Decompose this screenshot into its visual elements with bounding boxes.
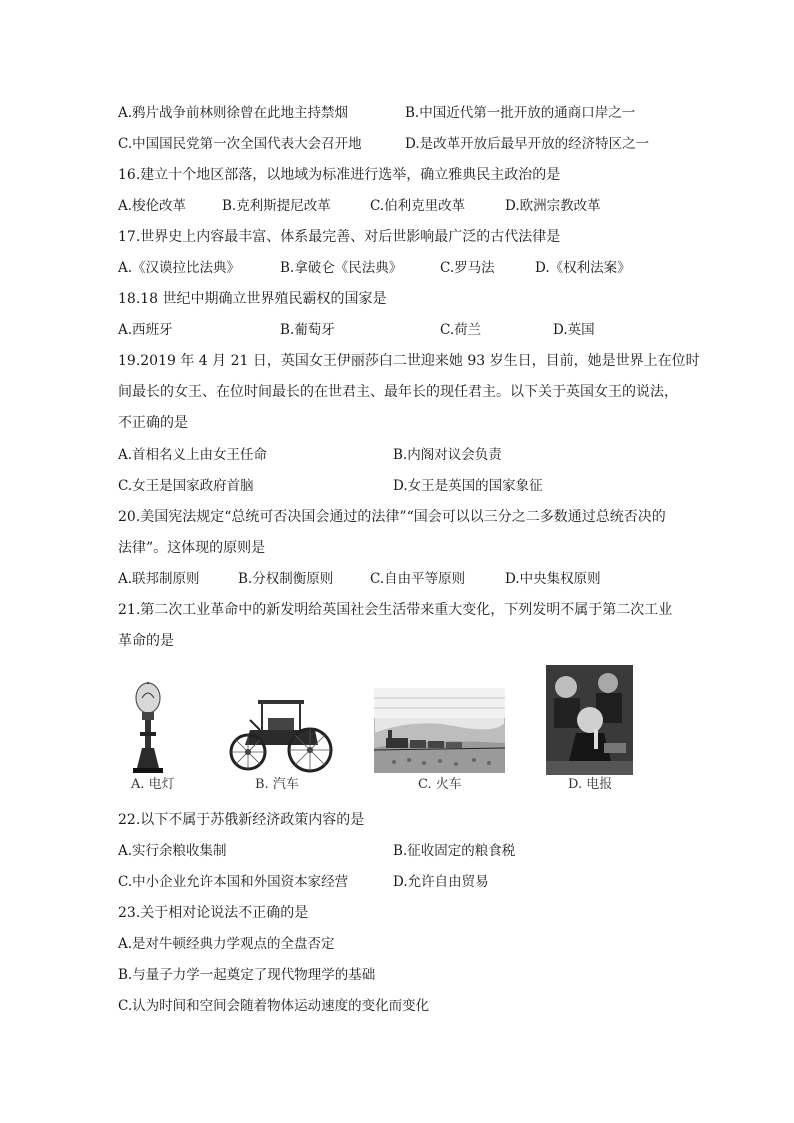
q19-option-c: C.女王是国家政府首脑 (118, 478, 254, 494)
light-bulb-image (128, 680, 168, 775)
automobile-image (220, 690, 335, 775)
q15-option-a: A.鸦片战争前林则徐曾在此地主持禁烟 (118, 105, 349, 121)
q20-option-a: A.联邦制原则 (118, 571, 200, 587)
q18-option-d: D.英国 (553, 322, 595, 338)
telegraph-image (546, 665, 633, 775)
q16-option-b: B.克利斯提尼改革 (222, 198, 331, 214)
q19-stem-line2: 间最长的女王、在位时间最长的在世君主、最年长的现任君主。以下关于英国女王的说法， (118, 384, 678, 400)
q16-option-a: A.梭伦改革 (118, 198, 187, 214)
q20-option-b: B.分权制衡原则 (238, 571, 334, 587)
q22-option-c: C.中小企业允许本国和外国资本家经营 (118, 874, 349, 890)
q19-stem-line1: 19.2019 年 4 月 21 日，英国女王伊丽莎白二世迎来她 93 岁生日，目前，她是世界上在位时 (118, 353, 700, 369)
caption-d: D. 电报 (568, 777, 613, 792)
q20-option-c: C.自由平等原则 (370, 571, 466, 587)
q17-stem: 17.世界史上内容最丰富、体系最完善、对后世影响最广泛的古代法律是 (118, 229, 561, 245)
q18-option-b: B.葡萄牙 (280, 322, 335, 338)
q15-option-b: B.中国近代第一批开放的通商口岸之一 (405, 105, 636, 121)
q17-option-d: D.《权利法案》 (535, 260, 631, 276)
q18-option-c: C.荷兰 (440, 322, 482, 338)
q19-stem-line3: 不正确的是 (118, 415, 188, 431)
q23-option-b: B.与量子力学一起奠定了现代物理学的基础 (118, 967, 376, 983)
q23-option-a: A.是对牛顿经典力学观点的全盘否定 (118, 936, 335, 952)
q22-option-d: D.允许自由贸易 (393, 874, 489, 890)
caption-a: A. 电灯 (131, 777, 175, 792)
q17-option-a: A.《汉谟拉比法典》 (118, 260, 241, 276)
q20-stem-line1: 20.美国宪法规定“总统可否决国会通过的法律”“国会可以以三分之二多数通过总统否决的 (118, 509, 666, 525)
q18-stem: 18.18 世纪中期确立世界殖民霸权的国家是 (118, 291, 387, 307)
q22-stem: 22.以下不属于苏俄新经济政策内容的是 (118, 812, 365, 828)
q17-option-b: B.拿破仑《民法典》 (280, 260, 403, 276)
q20-stem-line2: 法律”。这体现的原则是 (118, 540, 266, 556)
q21-stem-line2: 革命的是 (118, 633, 174, 649)
q20-option-d: D.中央集权原则 (505, 571, 601, 587)
q15-option-d: D.是改革开放后最早开放的经济特区之一 (405, 136, 650, 152)
q21-stem-line1: 21.第二次工业革命中的新发明给英国社会生活带来重大变化，下列发明不属于第二次工业 (118, 602, 673, 618)
caption-b: B. 汽车 (255, 777, 299, 792)
q23-stem: 23.关于相对论说法不正确的是 (118, 905, 309, 921)
q22-option-a: A.实行余粮收集制 (118, 843, 227, 859)
q18-option-a: A.西班牙 (118, 322, 173, 338)
q17-option-c: C.罗马法 (440, 260, 495, 276)
q23-option-c: C.认为时间和空间会随着物体运动速度的变化而变化 (118, 998, 430, 1014)
q16-option-d: D.欧洲宗教改革 (505, 198, 601, 214)
q15-option-c: C.中国国民党第一次全国代表大会召开地 (118, 136, 362, 152)
q19-option-d: D.女王是英国的国家象征 (393, 478, 543, 494)
q19-option-a: A.首相名义上由女王任命 (118, 447, 268, 463)
q19-option-b: B.内阁对议会负责 (393, 447, 502, 463)
q16-stem: 16.建立十个地区部落，以地域为标准进行选举，确立雅典民主政治的是 (118, 167, 561, 183)
q22-option-b: B.征收固定的粮食税 (393, 843, 516, 859)
caption-c: C. 火车 (418, 777, 462, 792)
train-image (374, 688, 505, 773)
q16-option-c: C.伯利克里改革 (370, 198, 466, 214)
